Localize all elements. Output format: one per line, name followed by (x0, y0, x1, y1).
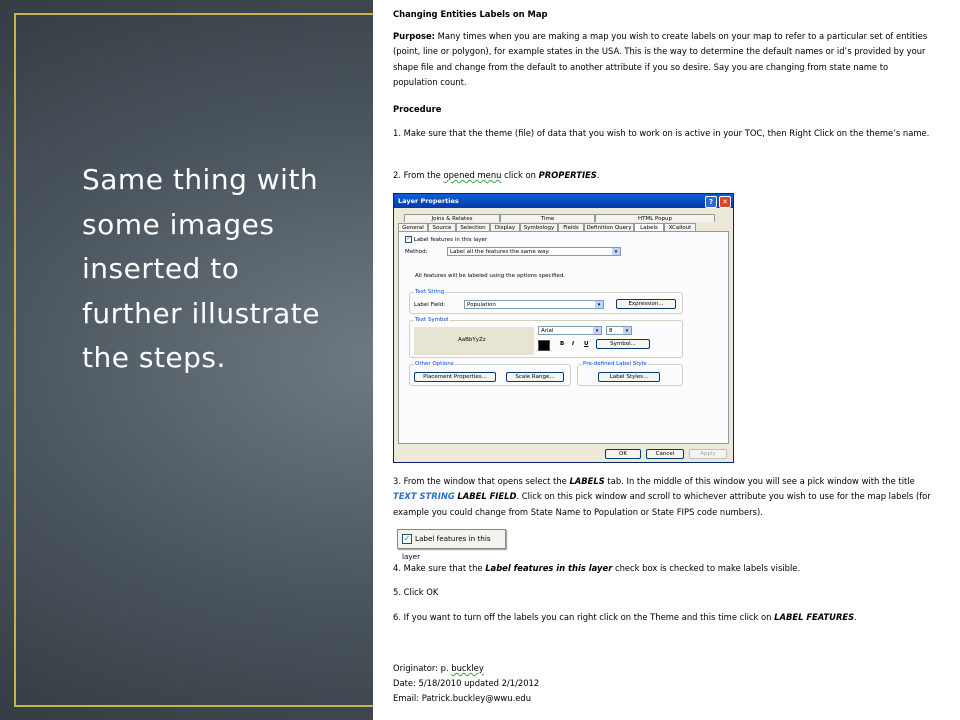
purpose-paragraph (393, 29, 933, 90)
checkbox-screenshot (397, 529, 506, 561)
text-symbol-group-label: Text Symbol (415, 317, 449, 323)
scale-range-button[interactable]: Scale Range... (506, 372, 564, 382)
checkbox-screenshot-label: Label features in this layer (402, 534, 491, 561)
tab-row-top (398, 214, 729, 222)
step-6 (393, 610, 933, 625)
tab-fields[interactable]: Fields (558, 223, 584, 231)
tab-definition-query[interactable]: Definition Query (584, 223, 634, 231)
labels-panel (398, 231, 729, 444)
step-2 (393, 168, 933, 183)
purpose-label: Purpose: (393, 31, 435, 41)
step-3-label-field: LABEL FIELD (457, 491, 517, 502)
check-icon: ✓ (403, 534, 411, 543)
tab-html-popup[interactable]: HTML Popup (595, 214, 715, 222)
tab-labels[interactable]: Labels (634, 223, 664, 231)
label-features-text: Label features in this layer (413, 237, 488, 243)
chevron-down-icon: ▾ (593, 327, 601, 334)
text-symbol-group (409, 317, 683, 358)
help-button[interactable]: ? (705, 196, 717, 208)
underline-button[interactable]: U (584, 341, 589, 347)
step-3-text-c: . Click on this pick window and scroll to whichever attribute you wish to use for the map labels (for example you could change from State Name to Population or State FIPS code numbers). (393, 491, 931, 517)
other-options-group (409, 361, 571, 386)
italic-button[interactable]: I (572, 341, 575, 347)
step-2-end: . (596, 170, 600, 180)
other-options-group-label: Other Options (415, 361, 454, 367)
tab-source[interactable]: Source (428, 223, 456, 231)
step-4 (393, 561, 933, 576)
chevron-down-icon: ▾ (595, 301, 603, 308)
text-string-group-label: Text String (415, 289, 445, 295)
step-4-text-b: check box is checked to make labels visible. (612, 563, 801, 573)
bold-button[interactable]: B (560, 341, 565, 347)
chevron-down-icon: ▾ (612, 248, 620, 255)
tab-row-bottom (398, 223, 729, 231)
label-field-value: Population (467, 302, 496, 308)
procedure-heading: Procedure (393, 104, 442, 114)
originator-text: Originator: p. (393, 663, 452, 673)
dialog-title-bar (394, 194, 733, 208)
step-4-label-features: Label features in this layer (485, 563, 613, 573)
tab-time[interactable]: Time (500, 214, 595, 222)
step-2-properties: PROPERTIES (538, 170, 597, 180)
slide-caption: Same thing with some images inserted to further illustrate the steps. (82, 163, 321, 374)
step-6-label-features: LABEL FEATURES (774, 612, 855, 622)
step-2-menu: opened menu (443, 170, 502, 180)
font-select[interactable] (538, 326, 602, 335)
step-2-text-b: click on (501, 170, 539, 180)
expression-button[interactable]: Expression... (616, 299, 676, 309)
check-icon: ✓ (406, 236, 411, 242)
tab-general[interactable]: General (398, 223, 428, 231)
label-styles-button[interactable]: Label Styles... (598, 372, 660, 382)
tab-symbology[interactable]: Symbology (520, 223, 558, 231)
originator-line (393, 661, 933, 676)
placement-properties-button[interactable]: Placement Properties... (414, 372, 496, 382)
method-select[interactable] (447, 247, 621, 256)
step-5: 5. Click OK (393, 587, 439, 597)
email-line: Email: Patrick.buckley@wwu.edu (393, 693, 532, 703)
dialog-title: Layer Properties (398, 197, 459, 205)
label-features-checkbox[interactable] (405, 236, 487, 244)
step-3-text-string: TEXT STRING (393, 491, 455, 502)
size-value: 8 (609, 328, 613, 334)
originator-name: buckley (451, 663, 484, 673)
step-3 (393, 474, 933, 520)
step-6-text: 6. If you want to turn off the labels you can right click on the Theme and this time click on (393, 612, 775, 622)
tab-joins-relates[interactable]: Joins & Relates (404, 214, 500, 222)
predefined-style-group-label: Pre-defined Label Style (583, 361, 647, 367)
text-string-group (409, 289, 683, 314)
document-page (373, 0, 960, 720)
all-features-text: All features will be labeled using the options specified. (415, 273, 566, 279)
step-1: 1. Make sure that the theme (file) of data that you wish to work on is active in your TOC, then Right Click on the theme’s name. (393, 128, 930, 138)
tab-xcallout[interactable]: XCallout (664, 223, 696, 231)
step-2-text: 2. From the (393, 170, 444, 180)
cancel-button[interactable]: Cancel (646, 449, 684, 459)
predefined-style-group (577, 361, 683, 386)
apply-button[interactable]: Apply (689, 449, 727, 459)
label-field-label: Label Field: (414, 302, 446, 308)
close-button[interactable]: ✕ (719, 196, 731, 208)
doc-title: Changing Entities Labels on Map (393, 9, 548, 19)
tab-display[interactable]: Display (490, 223, 520, 231)
size-select[interactable] (606, 326, 632, 335)
chevron-down-icon: ▾ (623, 327, 631, 334)
method-value: Label all the features the same way. (450, 249, 550, 255)
ok-button[interactable]: OK (605, 449, 641, 459)
method-label: Method: (405, 249, 428, 255)
step-6-end: . (854, 612, 857, 622)
symbol-button[interactable]: Symbol... (596, 339, 650, 349)
step-3-text: 3. From the window that opens select the (393, 476, 570, 486)
step-3-labels: LABELS (569, 476, 605, 486)
layer-properties-dialog (393, 193, 734, 463)
sample-text: AaBbYyZz (458, 337, 486, 343)
symbol-preview (414, 327, 534, 355)
font-value: Arial (541, 328, 554, 334)
tab-selection[interactable]: Selection (456, 223, 490, 231)
step-3-text-b: tab. In the middle of this window you will see a pick window with the title (604, 476, 915, 486)
label-field-select[interactable] (464, 300, 604, 309)
date-line: Date: 5/18/2010 updated 2/1/2012 (393, 678, 540, 688)
step-4-text: 4. Make sure that the (393, 563, 486, 573)
purpose-text: Many times when you are making a map you wish to create labels on your map to refer to a particular set of entities (point, line or polygon), for example states in the USA. This is the way to determine the default names or id’s provided by your shape file and change from the default to another attribute if you so desire. Say you are changing from state name to population count. (393, 31, 928, 87)
color-swatch[interactable] (538, 340, 550, 351)
